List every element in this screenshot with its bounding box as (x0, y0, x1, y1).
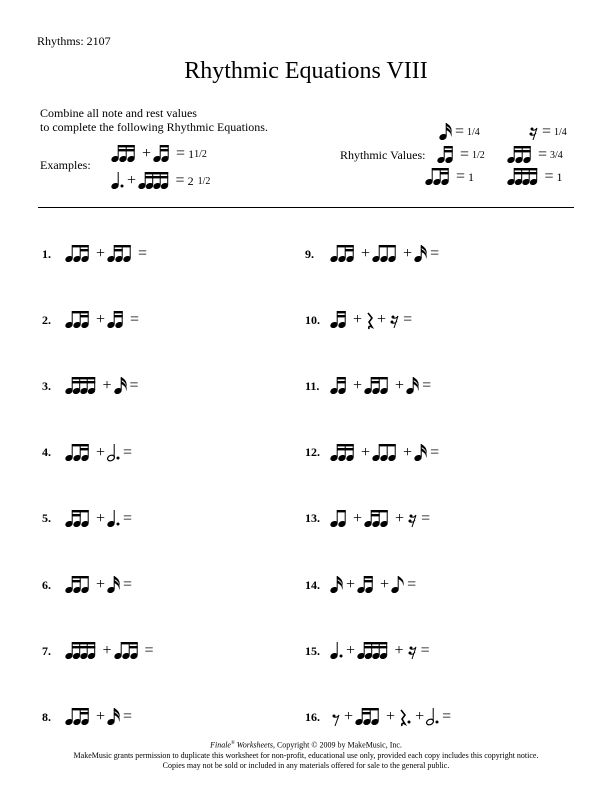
plus-sign: + (386, 708, 396, 726)
rv-sixteenth-rest: = 1/4 (528, 122, 567, 142)
example-1-plus: + (142, 145, 152, 162)
rv-3-16ths: = 3/4 (508, 145, 563, 165)
equals-sign: = (138, 245, 148, 262)
2-16ths-icon (331, 310, 350, 330)
problem-number: 13. (305, 511, 320, 526)
example-1-term-2 (154, 144, 173, 164)
sixteenth-rest-icon (407, 641, 418, 661)
problem-15 (305, 641, 433, 661)
plus-sign: + (403, 443, 413, 461)
worksheet-id: Rhythms: 2107 (37, 34, 111, 48)
problem-number: 14. (305, 577, 320, 592)
plus-sign: + (377, 311, 387, 329)
problem-number: 5. (42, 511, 51, 526)
plus-sign: + (346, 576, 356, 593)
4-16ths-icon (66, 641, 100, 661)
sixteenth-rest-icon (407, 509, 418, 529)
plus-sign: + (394, 642, 404, 660)
two-sixteenths-icon (438, 145, 457, 165)
equals-sign: = (130, 311, 140, 329)
example-2-term-2 (139, 171, 173, 191)
equals-sign: = (123, 708, 133, 726)
problem-number: 16. (305, 709, 320, 724)
dotted-quarter-rest-icon (398, 707, 412, 727)
eighth-2-16ths-icon (115, 641, 142, 661)
plus-sign: + (395, 509, 405, 527)
equals-sign: = (403, 311, 413, 329)
equals-sign: = (407, 576, 417, 593)
problem-number: 15. (305, 643, 320, 658)
equals-sign: = (123, 576, 133, 593)
footer-line-2: MakeMusic grants permission to duplicate this worksheet for non-profit, educational use only, provided each copy includes this copyright notice. (73, 750, 539, 760)
footer-line-1: Finale® Worksheets, Copyright © 2009 by MakeMusic, Inc. (210, 740, 402, 750)
plus-sign: + (102, 377, 112, 395)
problem-14 (305, 575, 419, 595)
sixteenth-icon (407, 376, 419, 396)
eighth-2-16ths-icon (66, 310, 93, 330)
problem-2 (42, 310, 142, 330)
plus-sign: + (346, 642, 356, 660)
plus-sign: + (353, 311, 363, 329)
plus-sign: + (96, 509, 106, 527)
divider-line (38, 207, 574, 208)
eighth-rest-icon (331, 707, 341, 727)
instruction-line-2: to complete the following Rhythmic Equations. (40, 120, 268, 134)
equals-sign: = (430, 245, 440, 262)
eighth-two-sixteenths-icon (426, 167, 453, 187)
2-16ths-eighth-icon (66, 509, 93, 529)
problem-10 (305, 310, 415, 330)
eighth-2-16ths-icon (66, 244, 93, 264)
plus-sign: + (344, 708, 354, 726)
example-2-fraction: 1/2 (197, 175, 211, 187)
sixteenth-icon (115, 376, 127, 396)
plus-sign: + (403, 245, 413, 262)
eighth-2-16ths-icon (66, 443, 93, 463)
problem-number: 2. (42, 312, 51, 327)
rv-sixteenth: = 1/4 (440, 122, 480, 142)
plus-sign: + (380, 576, 390, 593)
equals-sign: = (129, 377, 139, 395)
equals-sign: = (421, 509, 431, 527)
problem-13 (305, 509, 433, 529)
example-2-plus: + (127, 172, 137, 189)
problem-3 (42, 376, 142, 396)
problem-number: 10. (305, 312, 320, 327)
footer (0, 739, 612, 771)
plus-sign: + (96, 311, 106, 329)
plus-sign: + (96, 708, 106, 726)
dotted-quarter-icon (108, 509, 120, 529)
2-eighths-icon (331, 509, 350, 529)
equals-sign: = (420, 642, 430, 660)
4-16ths-icon (358, 641, 392, 661)
example-1-equals: = (176, 145, 186, 162)
quarter-rest-icon (365, 310, 374, 330)
4-16ths-icon (66, 376, 100, 396)
example-2-term-1 (112, 171, 124, 191)
2-16ths-eighth-icon (365, 509, 392, 529)
plus-sign: + (415, 708, 425, 726)
plus-sign: + (96, 443, 106, 461)
rv-2-16ths: = 1/2 (438, 145, 485, 165)
equals-sign: = (144, 642, 154, 660)
problem-4 (42, 443, 135, 463)
2-16ths-eighth-icon (66, 575, 93, 595)
problem-number: 11. (305, 378, 320, 393)
problem-7 (42, 641, 157, 661)
sixteenth-rest-icon (389, 310, 400, 330)
problem-number: 3. (42, 378, 51, 393)
plus-sign: + (353, 509, 363, 527)
problem-5 (42, 509, 135, 529)
dotted-quarter-icon (331, 641, 343, 661)
sixteenth-rest-icon (528, 122, 539, 142)
problem-number: 9. (305, 246, 314, 261)
dotted-half-icon (427, 707, 439, 727)
example-1-result: 1 (188, 146, 195, 161)
2-16ths-eighth-icon (356, 707, 383, 727)
plus-sign: + (361, 245, 371, 262)
dotted-half-icon (108, 443, 120, 463)
3-eighths-icon (373, 244, 400, 264)
2-16ths-icon (108, 310, 127, 330)
2-16ths-icon (358, 575, 377, 595)
equals-sign: = (430, 443, 440, 461)
problem-number: 7. (42, 643, 51, 658)
plus-sign: + (96, 245, 106, 262)
instruction-line-1: Combine all note and rest values (40, 106, 197, 120)
plus-sign: + (102, 642, 112, 660)
four-sixteenths-icon (508, 167, 542, 187)
sixteenth-icon (331, 575, 343, 595)
equals-sign: = (123, 443, 133, 461)
footer-line-3: Copies may not be sold or included in any materials offered for sale to the general public. (162, 760, 450, 770)
problem-12 (305, 443, 442, 463)
problem-number: 4. (42, 445, 51, 460)
equals-sign: = (422, 377, 432, 395)
equals-sign: = (123, 509, 133, 527)
sixteenth-icon (108, 575, 120, 595)
examples-label: Examples: (40, 158, 91, 172)
3-eighths-icon (373, 443, 400, 463)
plus-sign: + (96, 576, 106, 593)
example-2-equals: = (175, 172, 185, 189)
3-16ths-icon (331, 443, 358, 463)
plus-sign: + (353, 377, 363, 395)
2-16ths-eighth-icon (108, 244, 135, 264)
example-row-1 (112, 144, 207, 164)
problem-number: 1. (42, 246, 51, 261)
problem-11 (305, 376, 434, 396)
sixteenth-note-icon (440, 122, 452, 142)
example-1-fraction: 1/2 (194, 148, 207, 160)
sixteenth-icon (415, 443, 427, 463)
problem-number: 6. (42, 577, 51, 592)
plus-sign: + (361, 443, 371, 461)
problem-1 (42, 244, 150, 264)
problem-9 (305, 244, 442, 264)
instructions (40, 106, 268, 134)
rhythmic-values-label: Rhythmic Values: (340, 148, 426, 162)
rv-4-16ths: = 1 (508, 167, 563, 187)
sixteenth-icon (108, 707, 120, 727)
problem-16 (305, 707, 454, 727)
plus-sign: + (395, 377, 405, 395)
example-1-term-1 (112, 144, 139, 164)
problem-6 (42, 575, 135, 595)
example-2-result: 2 (187, 173, 194, 188)
eighth-2-16ths-icon (66, 707, 93, 727)
2-16ths-eighth-icon (365, 376, 392, 396)
2-16ths-icon (331, 376, 350, 396)
page-title: Rhythmic Equations VIII (184, 58, 428, 84)
eighth-2-16ths-icon (331, 244, 358, 264)
problem-8 (42, 707, 135, 727)
problem-number: 8. (42, 709, 51, 724)
rv-eighth-2-16ths: = 1 (426, 167, 474, 187)
three-sixteenths-icon (508, 145, 535, 165)
eighth-icon (392, 575, 404, 595)
problem-number: 12. (305, 445, 320, 460)
equals-sign: = (442, 708, 452, 726)
sixteenth-icon (415, 244, 427, 264)
example-row-2 (112, 171, 210, 191)
